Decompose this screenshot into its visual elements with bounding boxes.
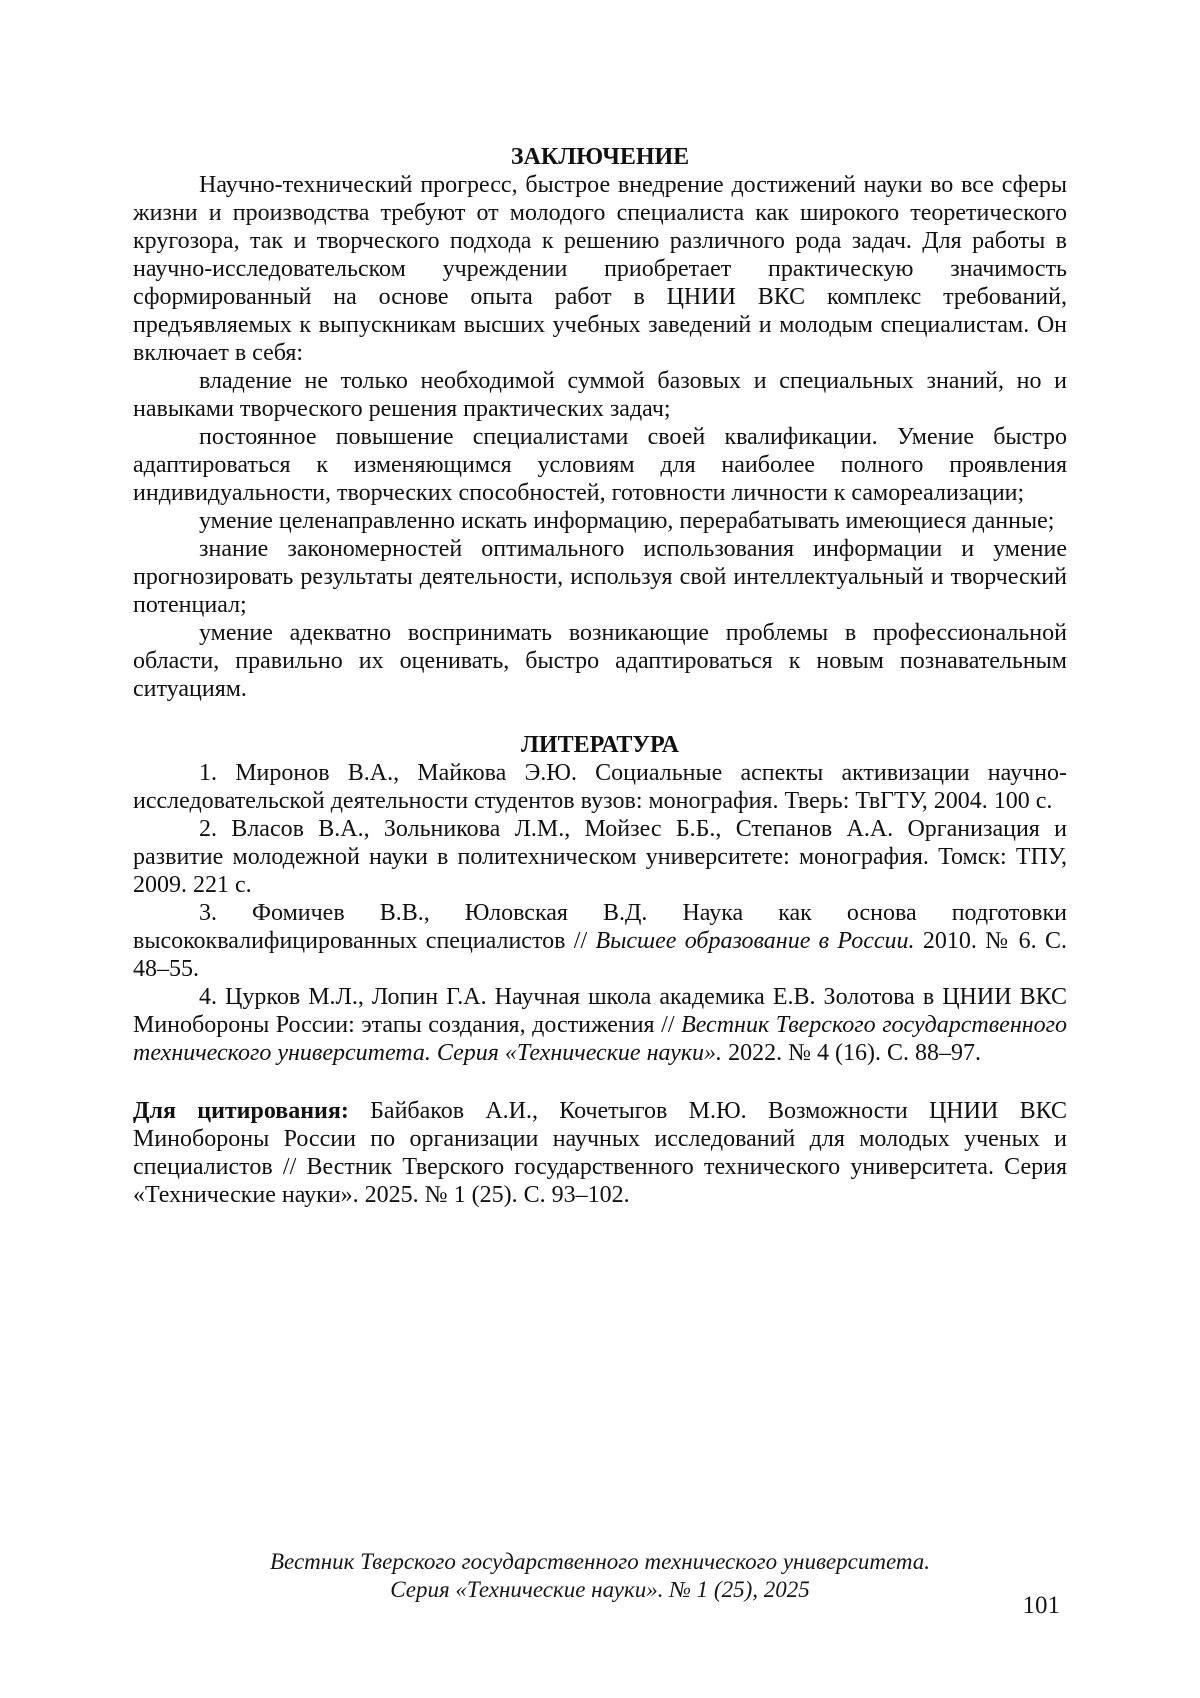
page-content (133, 143, 1067, 1209)
conclusion-paragraph: знание закономерностей оптимального использования информации и умение прогнозировать результаты деятельности, используя свой интеллектуальный и творческий потенциал; (133, 536, 1067, 618)
citation-block (133, 1097, 1067, 1209)
literature-heading: ЛИТЕРАТУРА (521, 732, 679, 758)
reference-tail: 2010. № 6. С. 48–55. (133, 928, 1068, 982)
conclusion-paragraph: владение не только необходимой суммой базовых и специальных знаний, но и навыками творческого решения практических задач; (133, 368, 1067, 422)
reference-text: 2. Власов В.А., Зольникова Л.М., Мойзес Б.Б., Степанов А.А. Организация и развитие молодежной науки в политехническом университете: монография. Томск: ТПУ, 2009. 221 с. (133, 816, 1067, 898)
conclusion-paragraph: умение целенаправленно искать информацию, перерабатывать имеющиеся данные; (199, 508, 1055, 534)
reference-text: 3. Фомичев В.В., Юловская В.Д. Наука как основа подготовки высококвалифицированных специалистов // (133, 900, 1067, 954)
reference-item (133, 899, 1067, 983)
reference-item (133, 815, 1067, 899)
conclusion-paragraph: Научно-технический прогресс, быстрое внедрение достижений науки во все сферы жизни и производства требуют от молодого специалиста как широкого теоретического кругозора, так и творческого подхода к решению различного рода задач. Для работы в научно-исследовательском учреждении приобретает практическую значимость сформированный на основе опыта работ в ЦНИИ ВКС комплекс требований, предъявляемых к выпускникам высших учебных заведений и молодым специалистам. Он включает в себя: (133, 172, 1067, 366)
journal-footer (133, 1548, 1067, 1604)
conclusion-paragraph: постоянное повышение специалистами своей квалификации. Умение быстро адаптироваться к изменяющимся условиям для наиболее полного проявления индивидуальности, творческих способностей, готовности личности к самореализации; (133, 424, 1067, 506)
page-number: 101 (1022, 1592, 1060, 1619)
conclusion-paragraph: умение адекватно воспринимать возникающие проблемы в профессиональной области, правильно их оценивать, быстро адаптироваться к новым познавательным ситуациям. (133, 620, 1067, 702)
reference-text: 1. Миронов В.А., Майкова Э.Ю. Социальные аспекты активизации научно-исследовательской деятельности студентов вузов: монография. Тверь: ТвГТУ, 2004. 100 с. (133, 760, 1067, 814)
reference-source-italic: Высшее образование в России. (595, 928, 915, 954)
footer-journal-title: Вестник Тверского государственного технического университета. (269, 1549, 930, 1574)
footer-journal-issue: Серия «Технические науки». № 1 (25), 2025 (390, 1577, 810, 1602)
reference-item (133, 983, 1067, 1067)
reference-item (133, 759, 1067, 815)
citation-text: Байбаков А.И., Кочетыгов М.Ю. Возможности ЦНИИ ВКС Минобороны России по организации научных исследований для молодых ученых и специалистов // Вестник Тверского государственного технического университета. Серия «Технические науки». 2025. № 1 (25). С. 93–102. (133, 1098, 1067, 1208)
reference-text: 4. Цурков М.Л., Лопин Г.А. Научная школа академика Е.В. Золотова в ЦНИИ ВКС Минобороны России: этапы создания, достижения // (133, 984, 1067, 1038)
citation-label: Для цитирования: (133, 1098, 349, 1124)
reference-source-italic: Вестник Тверского государственного технического университета. Серия «Технические науки». (133, 1012, 1067, 1066)
reference-tail: 2022. № 4 (16). С. 88–97. (722, 1040, 981, 1066)
conclusion-heading: ЗАКЛЮЧЕНИЕ (510, 144, 690, 170)
